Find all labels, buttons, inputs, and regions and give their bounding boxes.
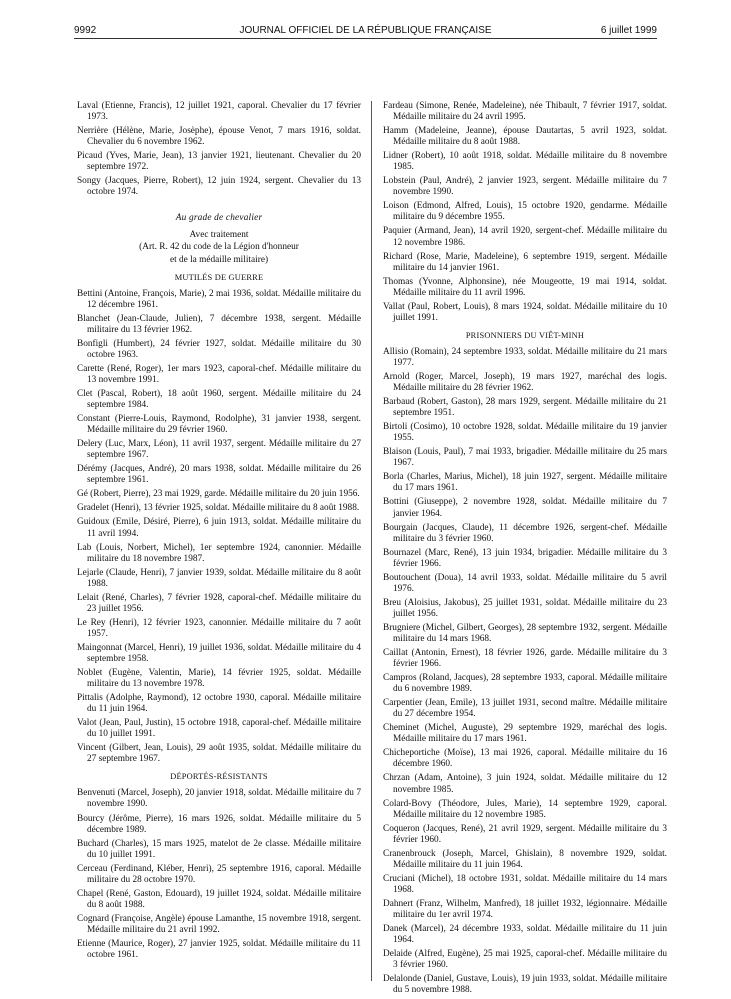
header-rule: [74, 38, 657, 39]
list-item: Buchard (Charles), 15 mars 1925, matelot de 2e classe. Médaille militaire du 10 juillet 1991.: [77, 838, 361, 860]
list-item: Carette (René, Roger), 1er mars 1923, caporal-chef. Médaille militaire du 13 novembre 1991.: [77, 363, 361, 385]
list-item: Loison (Edmond, Alfred, Louis), 15 octobre 1920, gendarme. Médaille militaire du 9 décembre 1955.: [383, 201, 667, 223]
list-item: Nerrière (Hélène, Marie, Josèphe), épouse Venot, 7 mars 1916, soldat. Chevalier du 6 novembre 1962.: [77, 126, 361, 148]
journal-title: JOURNAL OFFICIEL DE LA RÉPUBLIQUE FRANÇAISE: [239, 25, 492, 36]
list-item: Constant (Pierre-Louis, Raymond, Rodolphe), 31 janvier 1938, sergent. Médaille militaire du 29 février 1960.: [77, 414, 361, 436]
list-item: Clet (Pascal, Robert), 18 août 1960, sergent. Médaille militaire du 24 septembre 1984.: [77, 388, 361, 411]
section-heading-prisonniers: PRISONNIERS DU VIÊT-MINH: [465, 330, 585, 340]
list-item: Bottini (Giuseppe), 2 novembre 1928, soldat. Médaille militaire du 7 janvier 1964.: [383, 497, 667, 519]
list-item: Lejarle (Claude, Henri), 7 janvier 1939, soldat. Médaille militaire du 8 août 1988.: [77, 567, 361, 589]
list-item: Colard-Bovy (Théodore, Jules, Marie), 14 septembre 1929, caporal. Médaille militaire du 12 novembre 1985.: [383, 798, 667, 820]
grade-heading: Au grade de chevalier: [175, 213, 263, 224]
list-item: Danek (Marcel), 24 décembre 1933, soldat. Médaille militaire du 11 juin 1964.: [383, 924, 667, 946]
list-item: Barbaud (Robert, Gaston), 28 mars 1929, sergent. Médaille militaire du 21 septembre 1951.: [383, 397, 667, 419]
list-item: Gradelet (Henri), 13 février 1925, soldat. Médaille militaire du 8 août 1988.: [77, 503, 360, 514]
list-item: Chrzan (Adam, Antoine), 3 juin 1924, soldat. Médaille militaire du 12 novembre 1985.: [383, 773, 667, 795]
list-item: Vincent (Gilbert, Jean, Louis), 29 août 1935, soldat. Médaille militaire du 27 septembre 1967.: [77, 743, 361, 765]
traitement-heading: Avec traitement: [189, 230, 249, 241]
section-heading-deportes: DÉPORTÉS-RÉSISTANTS: [170, 772, 268, 782]
left-column: [77, 101, 361, 964]
list-item: Cerceau (Ferdinand, Kléber, Henri), 25 septembre 1916, caporal. Médaille militaire du 28 octobre 1970.: [77, 863, 361, 885]
list-item: Noblet (Eugène, Valentin, Marie), 14 février 1925, soldat. Médaille militaire du 13 novembre 1978.: [77, 668, 361, 690]
column-divider: [371, 101, 372, 981]
list-item: Bourgain (Jacques, Claude), 11 décembre 1926, sergent-chef. Médaille militaire du 3 février 1960.: [383, 522, 667, 544]
list-item: Dahnert (Franz, Wilhelm, Manfred), 18 juillet 1932, légionnaire. Médaille militaire du 1er avril 1974.: [383, 898, 667, 920]
list-item: Birtoli (Cosimo), 10 octobre 1928, soldat. Médaille militaire du 19 janvier 1955.: [383, 422, 667, 444]
list-item: Paquier (Armand, Jean), 14 avril 1920, sergent-chef. Médaille militaire du 12 novembre 1986.: [383, 226, 667, 248]
list-item: Blanchet (Jean-Claude, Julien), 7 décembre 1938, sergent. Médaille militaire du 13 février 1962.: [77, 313, 361, 335]
list-item: Etienne (Maurice, Roger), 27 janvier 1925, soldat. Médaille militaire du 11 octobre 1961.: [77, 939, 361, 961]
intro-list-left: [77, 101, 361, 198]
right-column: [383, 101, 667, 999]
list-item: Lab (Louis, Norbert, Michel), 1er septembre 1924, canonnier. Médaille militaire du 18 novembre 1987.: [77, 542, 361, 564]
list-item: Borla (Charles, Marius, Michel), 18 juin 1927, sergent. Médaille militaire du 17 mars 1961.: [383, 472, 667, 494]
list-item: Boutouchent (Doua), 14 avril 1933, soldat. Médaille militaire du 5 avril 1976.: [383, 572, 667, 594]
intro-list-right: [383, 101, 667, 324]
list-item: Allisio (Romain), 24 septembre 1933, soldat. Médaille militaire du 21 mars 1977.: [383, 346, 667, 368]
list-item: Brugniere (Michel, Gilbert, Georges), 28 septembre 1932, sergent. Médaille militaire du 14 mars 1968.: [383, 622, 667, 644]
list-item: Coqueron (Jacques, René), 21 avril 1929, sergent. Médaille militaire du 3 février 1960.: [383, 823, 667, 845]
list-item: Caillat (Antonin, Ernest), 18 février 1926, garde. Médaille militaire du 3 février 1966.: [383, 648, 667, 670]
list-item: Bettini (Antoine, François, Marie), 2 mai 1936, soldat. Médaille militaire du 12 décembre 1961.: [77, 288, 361, 310]
list-item: Cranenbrouck (Joseph, Marcel, Ghislain), 8 novembre 1929, soldat. Médaille militaire du 11 juin 1964.: [383, 848, 667, 870]
page-number: 9992: [74, 25, 97, 36]
list-item: Laval (Etienne, Francis), 12 juillet 1921, caporal. Chevalier du 17 février 1973.: [77, 101, 361, 123]
list-item: Carpentier (Jean, Emile), 13 juillet 1931, second maître. Médaille militaire du 27 décembre 1954.: [383, 698, 667, 720]
article-reference: et de la médaille militaire): [169, 254, 269, 265]
list-item: Campros (Roland, Jacques), 28 septembre 1933, caporal. Médaille militaire du 6 novembre 1989.: [383, 673, 667, 695]
issue-date: 6 juillet 1999: [600, 25, 657, 36]
list-item: Guidoux (Emile, Désiré, Pierre), 6 juin 1913, soldat. Médaille militaire du 11 avril 1994.: [77, 517, 361, 539]
list-item: Benvenuti (Marcel, Joseph), 20 janvier 1918, soldat. Médaille militaire du 7 novembre 1990.: [77, 788, 361, 810]
list-item: Dérémy (Jacques, André), 20 mars 1938, soldat. Médaille militaire du 26 septembre 1961.: [77, 464, 361, 486]
list-item: Thomas (Yvonne, Alphonsine), née Mougeotte, 19 mai 1914, soldat. Médaille militaire du 11 avril 1996.: [383, 276, 667, 298]
list-item: Gé (Robert, Pierre), 23 mai 1929, garde. Médaille militaire du 20 juin 1956.: [77, 489, 360, 500]
list-item: Arnold (Roger, Marcel, Joseph), 19 mars 1927, maréchal des logis. Médaille militaire du 28 février 1962.: [383, 371, 667, 394]
list-item: Cognard (Françoise, Angèle) épouse Lamanthe, 15 novembre 1918, sergent. Médaille militaire du 21 avril 1992.: [77, 913, 361, 935]
list-item: Delery (Luc, Marx, Léon), 11 avril 1937, sergent. Médaille militaire du 27 septembre 1967.: [77, 439, 361, 461]
list-item: Bournazel (Marc, René), 13 juin 1934, brigadier. Médaille militaire du 3 février 1966.: [383, 547, 667, 569]
list-item: Picaud (Yves, Marie, Jean), 13 janvier 1921, lieutenant. Chevalier du 20 septembre 1972.: [77, 151, 361, 173]
list-item: Lidner (Robert), 10 août 1918, soldat. Médaille militaire du 8 novembre 1985.: [383, 151, 667, 173]
list-item: Vallat (Paul, Robert, Louis), 8 mars 1924, soldat. Médaille militaire du 10 juillet 1991.: [383, 301, 667, 323]
list-item: Blaison (Louis, Paul), 7 mai 1933, brigadier. Médaille militaire du 25 mars 1967.: [383, 447, 667, 469]
page-header: [0, 0, 731, 40]
deportes-list: [77, 788, 361, 961]
list-item: Chapel (René, Gaston, Edouard), 19 juillet 1924, soldat. Médaille militaire du 8 août 1988.: [77, 888, 361, 910]
list-item: Cruciani (Michel), 18 octobre 1931, soldat. Médaille militaire du 14 mars 1968.: [383, 873, 667, 895]
list-item: Richard (Rose, Marie, Madeleine), 6 septembre 1919, sergent. Médaille militaire du 14 janvier 1961.: [383, 251, 667, 273]
list-item: Breu (Aloisius, Jakobus), 25 juillet 1931, soldat. Médaille militaire du 23 juillet 1956.: [383, 597, 667, 619]
list-item: Songy (Jacques, Pierre, Robert), 12 juin 1924, sergent. Chevalier du 13 octobre 1974.: [77, 176, 361, 198]
list-item: Valot (Jean, Paul, Justin), 15 octobre 1918, caporal-chef. Médaille militaire du 10 juillet 1991.: [77, 718, 361, 740]
list-item: Lobstein (Paul, André), 2 janvier 1923, sergent. Médaille militaire du 7 novembre 1990.: [383, 176, 667, 198]
list-item: Bonfigli (Humbert), 24 février 1927, soldat. Médaille militaire du 30 octobre 1963.: [77, 338, 361, 360]
article-reference: (Art. R. 42 du code de la Légion d'honneur: [139, 242, 299, 253]
list-item: Fardeau (Simone, Renée, Madeleine), née Thibault, 7 février 1917, soldat. Médaille militaire du 24 avril 1995.: [383, 101, 667, 123]
list-item: Bourcy (Jérôme, Pierre), 16 mars 1926, soldat. Médaille militaire du 5 décembre 1989.: [77, 813, 361, 835]
list-item: Lelait (René, Charles), 7 février 1928, caporal-chef. Médaille militaire du 23 juillet 1956.: [77, 592, 361, 614]
list-item: Hamm (Madeleine, Jeanne), épouse Dautartas, 5 avril 1923, soldat. Médaille militaire du 8 août 1988.: [383, 126, 667, 148]
prisonniers-list: [383, 347, 667, 996]
list-item: Delaide (Alfred, Eugène), 25 mai 1925, caporal-chef. Médaille militaire du 3 février 1960.: [383, 949, 667, 971]
list-item: Maingonnat (Marcel, Henri), 19 juillet 1936, soldat. Médaille militaire du 4 septembre 1958.: [77, 642, 361, 664]
list-item: Cheminet (Michel, Auguste), 29 septembre 1929, maréchal des logis. Médaille militaire du 17 mars 1961.: [383, 723, 667, 745]
list-item: Delalonde (Daniel, Gustave, Louis), 19 juin 1933, soldat. Médaille militaire du 5 novembre 1988.: [383, 974, 667, 996]
list-item: Pittalis (Adolphe, Raymond), 12 octobre 1930, caporal. Médaille militaire du 11 juin 1964.: [77, 693, 361, 715]
list-item: Chicheportiche (Moïse), 13 mai 1926, caporal. Médaille militaire du 16 décembre 1960.: [383, 748, 667, 770]
section-heading-mutiles: MUTILÉS DE GUERRE: [174, 272, 264, 282]
mutiles-list: [77, 289, 361, 766]
list-item: Le Rey (Henri), 12 février 1923, canonnier. Médaille militaire du 7 août 1957.: [77, 617, 361, 639]
